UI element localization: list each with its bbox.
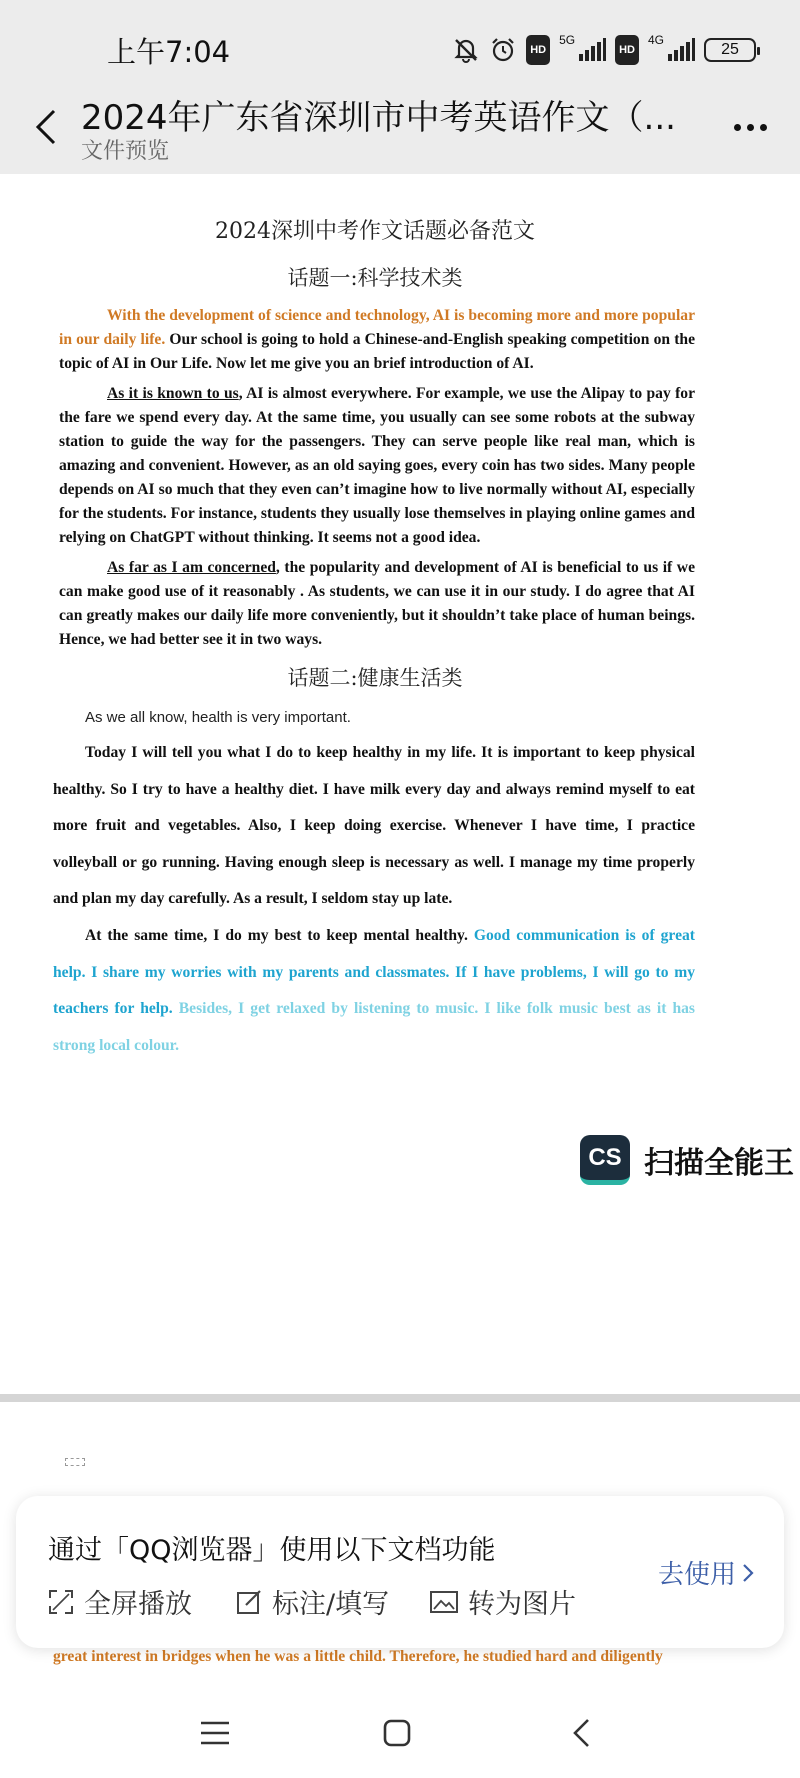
- topic2-heading: 话题二:健康生活类: [287, 666, 463, 690]
- topic1-paragraph-2: [59, 382, 695, 550]
- topic1-p1-text: Our school is going to hold a Chinese-and-English speaking competition on the topic of AI in Our Life. Now let me give you an brief introduction of AI.: [59, 331, 695, 372]
- topic1-p2-underlined: As it is known to us: [107, 385, 239, 402]
- document-title: 2024年广东省深圳市中考英语作文（...: [81, 98, 676, 138]
- menu-icon: [199, 1720, 231, 1746]
- status-icons: [452, 34, 756, 66]
- more-dot-icon: [747, 124, 754, 131]
- page-separator: [0, 1394, 800, 1402]
- hd-badge-2: HD: [615, 35, 639, 65]
- bell-muted-icon: [452, 35, 480, 65]
- convert-to-image-button[interactable]: [430, 1582, 576, 1621]
- title-bar: [0, 96, 800, 174]
- annotate-fill-label: 标注/填写: [272, 1589, 390, 1620]
- more-options-button[interactable]: [728, 112, 772, 142]
- image-icon: [430, 1590, 458, 1614]
- topic1-p1-highlight: With the development of science and technology, AI is becoming more and more popular in our daily life.: [59, 307, 695, 348]
- topic2-p2-text: At the same time, I do my best to keep mental healthy.: [85, 927, 474, 944]
- chevron-left-icon: [34, 107, 58, 147]
- document-subtitle: 文件预览: [81, 139, 170, 164]
- topic2-intro: As we all know, health is very important.: [85, 709, 351, 726]
- back-nav-button[interactable]: [556, 1708, 606, 1758]
- topic1-paragraph-3: [59, 556, 695, 652]
- topic1-p2-text: , AI is almost everywhere. For example, we use the Alipay to pay for the fare we spend every day. At the same time, you usually can see some robots at the subway station to guide the way for the passengers. They can serve people like real man, which is amazing and convenient. However, as an old saying goes, every coin has two sides. Many people depends on AI so much that they even can’t imagine how to live normally without AI, especially for the students. For instance, students they usually lose themselves in playing online games and relying on ChatGPT without thinking. It seems not a good idea.: [59, 385, 695, 546]
- page2-partial-line: great interest in bridges when he was a little child. Therefore, he studied hard and diligently: [53, 1648, 663, 1665]
- topic2-p2-faded: Besides, I get relaxed by listening to music. I like folk music best as it has strong local colour.: [53, 1000, 695, 1054]
- go-use-label: 去使用: [657, 1560, 736, 1590]
- convert-to-image-label: 转为图片: [468, 1589, 576, 1620]
- more-dot-icon: [760, 124, 767, 131]
- fullscreen-play-label: 全屏播放: [84, 1589, 192, 1620]
- network-label-4g: 4G: [647, 33, 664, 47]
- document-page-1[interactable]: [0, 174, 800, 1394]
- menu-nav-button[interactable]: [190, 1708, 240, 1758]
- more-dot-icon: [734, 124, 741, 131]
- alarm-clock-icon: [489, 35, 517, 65]
- topic2-paragraph-2: [53, 918, 695, 1064]
- signal-bars-icon: [578, 35, 606, 65]
- status-bar: [0, 0, 800, 96]
- qq-browser-banner[interactable]: [16, 1496, 784, 1648]
- camscanner-label: 扫描全能王: [644, 1146, 794, 1181]
- home-nav-button[interactable]: [372, 1708, 422, 1758]
- system-nav-bar: [0, 1686, 800, 1778]
- battery-indicator: 25: [704, 38, 756, 62]
- topic1-p3-underlined: As far as I am concerned: [107, 559, 276, 576]
- network-label-5g: 5G: [559, 33, 576, 47]
- edit-icon: [236, 1589, 262, 1615]
- hd-badge: HD: [526, 35, 550, 65]
- status-time: 上午7:04: [107, 35, 231, 69]
- topic1-p3-text: , the popularity and development of AI is beneficial to us if we can make good use of it reasonably . As students, we can use it in our study. I do agree that AI can greatly makes our daily life more conveniently, but it shouldn’t take place of human beings. Hence, we had better see it in two ways.: [59, 559, 695, 648]
- document-main-title: 2024深圳中考作文话题必备范文: [215, 219, 535, 244]
- camscanner-watermark: [580, 1134, 794, 1186]
- back-triangle-icon: [570, 1717, 592, 1749]
- topic2-paragraph-1: Today I will tell you what I do to keep healthy in my life. It is important to keep physical healthy. So I try to have a healthy diet. I have milk every day and always remind myself to eat more fruit and vegetables. Also, I keep doing exercise. Whenever I have time, I practice volleyball or go running. Having enough sleep is necessary as well. I manage my time properly and plan my day carefully. As a result, I seldom stay up late.: [53, 744, 695, 907]
- signal-bars-icon-2: [667, 35, 695, 65]
- fullscreen-play-button[interactable]: [48, 1582, 192, 1621]
- camscanner-logo: CS: [580, 1135, 630, 1185]
- chevron-right-icon: [742, 1563, 754, 1583]
- scan-artifact-mark: [65, 1458, 85, 1466]
- topic1-heading: 话题一:科学技术类: [287, 266, 463, 290]
- fullscreen-icon: [48, 1589, 74, 1615]
- topic2-p2-highlight: Good communication is of great help. I share my worries with my parents and classmates. If I have problems, I will go to my teachers for help.: [53, 927, 695, 1017]
- topic1-paragraph-1: [59, 304, 695, 376]
- home-square-icon: [382, 1718, 412, 1748]
- back-button[interactable]: [26, 102, 66, 152]
- qq-banner-title: 通过「QQ浏览器」使用以下文档功能: [48, 1535, 496, 1566]
- go-use-button[interactable]: [658, 1554, 754, 1591]
- annotate-fill-button[interactable]: [236, 1582, 389, 1621]
